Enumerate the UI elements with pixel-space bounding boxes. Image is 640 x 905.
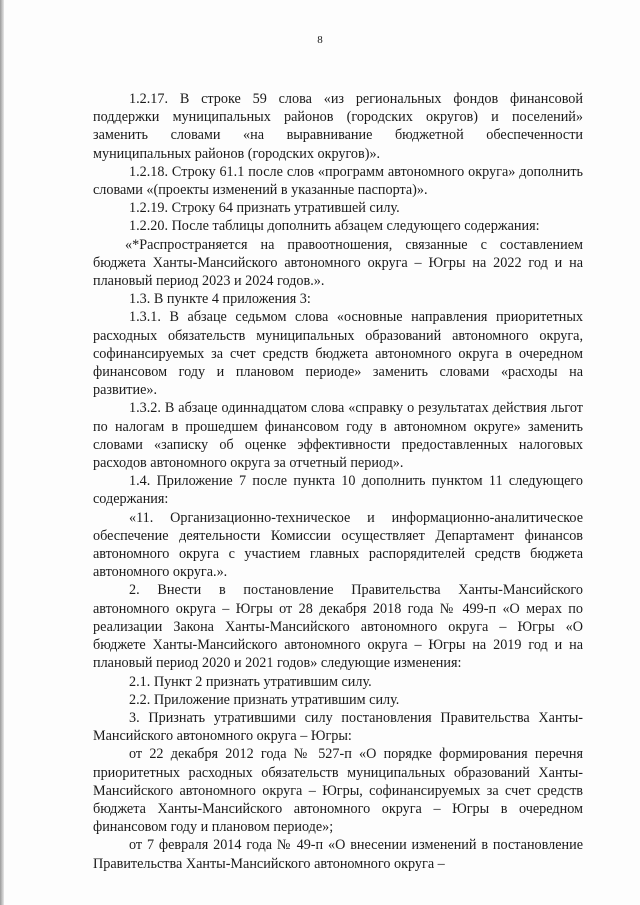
paragraph-1-2-18: 1.2.18. Строку 61.1 после слов «программ автономного округа» дополнить словами «(проекты изменений в указанные паспорта)». [93, 163, 583, 199]
paragraph-3: 3. Признать утратившими силу постановления Правительства Ханты-Мансийского автономного округа – Югры: [93, 709, 583, 745]
paragraph-1-4: 1.4. Приложение 7 после пункта 10 дополнить пунктом 11 следующего содержания: [93, 473, 583, 508]
paragraph-footnote-quote: «*Распространяется на правоотношения, связанные с составлением бюджета Ханты-Мансийского автономного округа – Югры на 2022 год и на плановый период 2023 и 2024 годов.». [93, 236, 583, 290]
paragraph-2-2: 2.2. Приложение признать утратившим силу. [129, 691, 400, 708]
paragraph-decree-49: от 7 февраля 2014 года № 49-п «О внесении изменений в постановление Правительства Ханты-Мансийского автономного округа – [93, 837, 583, 872]
paragraph-1-2-20: 1.2.20. После таблицы дополнить абзацем следующего содержания: [129, 218, 540, 235]
paragraph-1-3-1: 1.3.1. В абзаце седьмом слова «основные направления приоритетных расходных обязательств муниципальных образований автономного округа, софинансируемых за счет средств бюджета автономного округа в очередном финансовом году и плановом периоде» заменить словами «расходы на развитие». [93, 309, 583, 399]
paragraph-1-2-19: 1.2.19. Строку 64 признать утратившей силу. [129, 200, 400, 217]
paragraph-1-2-17: 1.2.17. В строке 59 слова «из региональных фондов финансовой поддержки муниципальных районов (городских округов) и поселений» заменить словами «на выравнивание бюджетной обеспеченности муниципальных районов (городских округов)». [93, 91, 583, 162]
paragraph-decree-527: от 22 декабря 2012 года № 527-п «О порядке формирования перечня приоритетных расходных обязательств муниципальных образований Ханты-Мансийского автономного округа – Югры, софинансируемых за счет средств бюджета Ханты-Мансийского автономного округа – Югры в очередном финансовом году и плановом периоде»; [93, 746, 583, 836]
paragraph-1-3: 1.3. В пункте 4 приложения 3: [129, 291, 311, 308]
document-body [93, 90, 583, 873]
paragraph-2-1: 2.1. Пункт 2 признать утратившим силу. [129, 673, 372, 690]
paragraph-1-3-2: 1.3.2. В абзаце одиннадцатом слова «справку о результатах действия льгот по налогам в прошедшем финансовом году в автономном округе» заменить словами «записку об оценке эффективности предоставленных налоговых расходов автономного округа за отчетный период». [93, 400, 583, 472]
paragraph-item-11-quote: «11. Организационно-техническое и информационно-аналитическое обеспечение деятельности Комиссии осуществляет Департамент финансов автономного округа с участием главных распорядителей средств бюджета автономного округа.». [93, 509, 583, 581]
page-left-edge [0, 0, 4, 905]
page-number: 8 [317, 34, 323, 46]
paragraph-2: 2. Внести в постановление Правительства Ханты-Мансийского автономного округа – Югры от 28 декабря 2018 года № 499-п «О мерах по реализации Закона Ханты-Мансийского автономного округа – Югры «О бюджете Ханты-Мансийского автономного округа – Югры на 2019 год и на плановый период 2020 и 2021 годов» следующие изменения: [93, 582, 583, 672]
